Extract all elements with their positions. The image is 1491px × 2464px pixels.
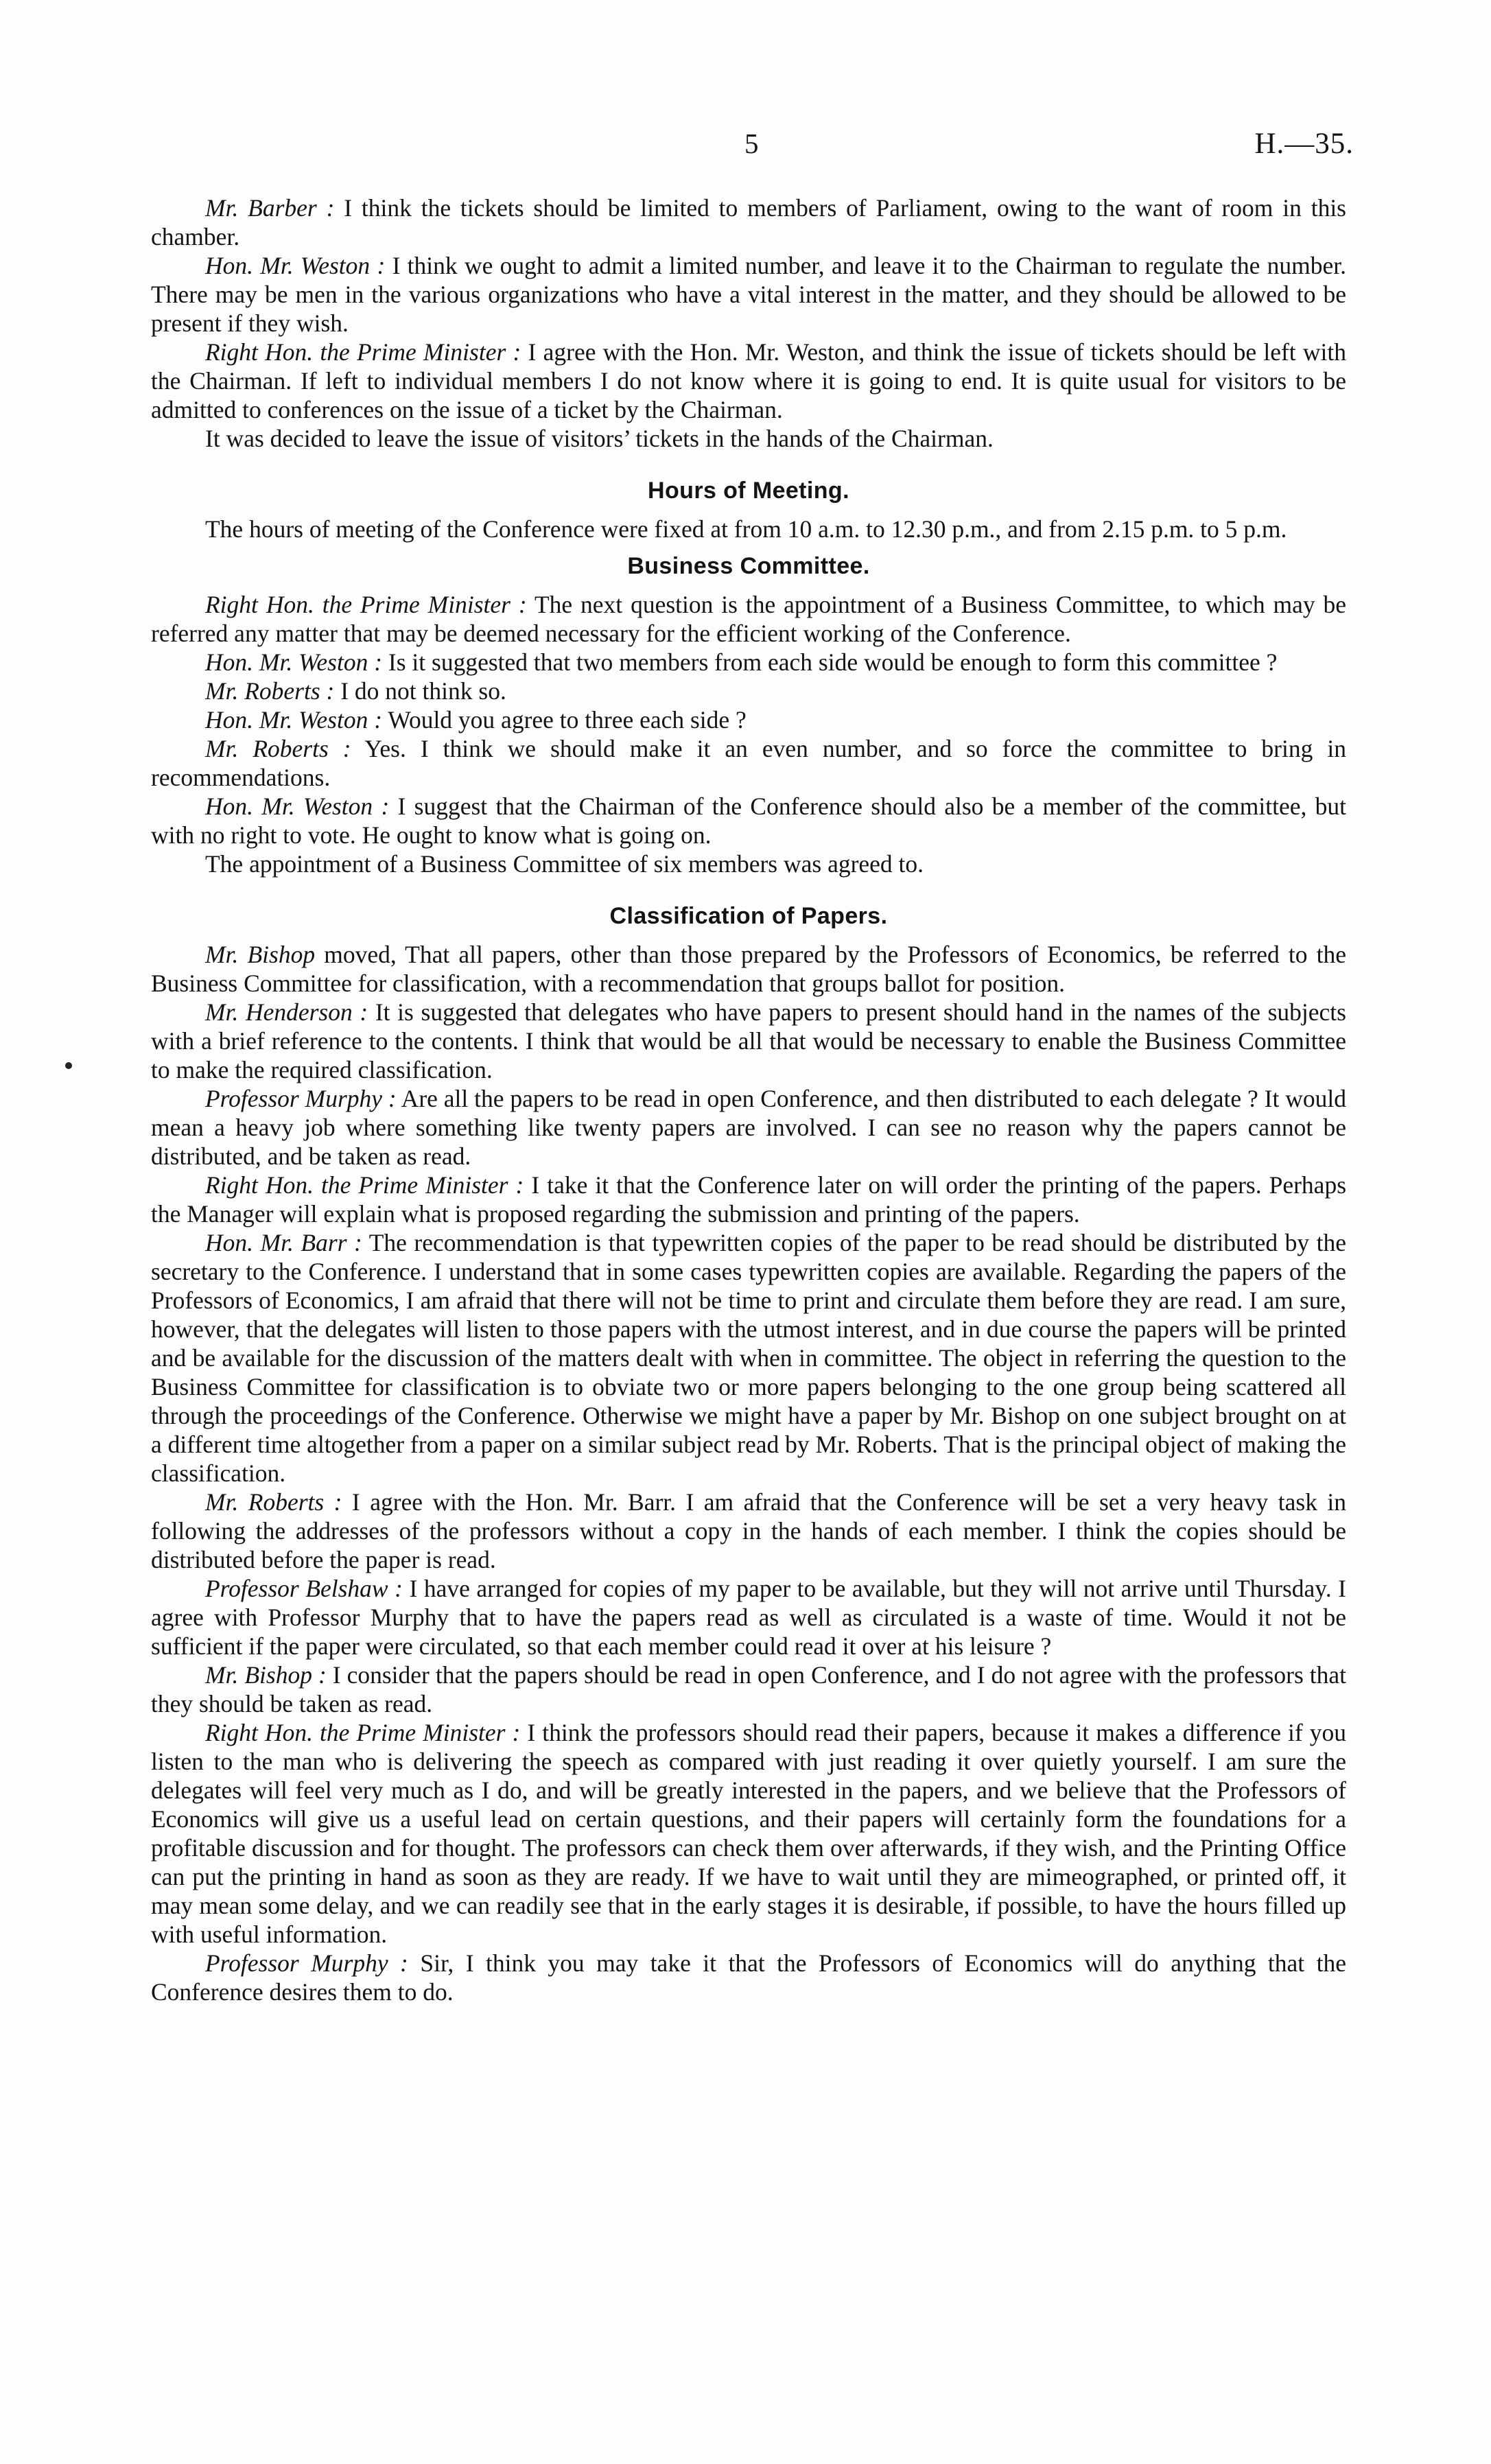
paragraph: [151, 1718, 1346, 1949]
paragraph: [151, 338, 1346, 424]
section-heading-hours: Hours of Meeting.: [648, 478, 849, 504]
resolution-text: The appointment of a Business Committee of six members was agreed to.: [205, 850, 924, 878]
speaker-name: Hon. Mr. Barr :: [205, 1229, 362, 1256]
speech-text: I agree with the Hon. Mr. Weston, and think the issue of tickets should be left with the Chairman. If left to individual members I do not know where it is going to end. It is quite usual for visitors to be admitted to conferences on the issue of a ticket by the Chairman.: [151, 338, 1346, 423]
speaker-name: Mr. Barber :: [205, 194, 335, 222]
paragraph: [151, 1949, 1346, 2006]
speaker-name: Hon. Mr. Weston :: [205, 252, 386, 279]
document-reference: H.—35.: [1254, 128, 1354, 160]
page-header: [0, 127, 1491, 168]
speech-text: I think we ought to admit a limited number, and leave it to the Chairman to regulate the number. There may be men in the various organizations who have a vital interest in the matter, and they should be allowed to be present if they wish.: [151, 252, 1346, 337]
speaker-name: Mr. Bishop: [205, 941, 316, 968]
paragraph: [151, 705, 1346, 734]
speaker-name: Right Hon. the Prime Minister :: [205, 591, 527, 618]
speech-text: Sir, I think you may take it that the Professors of Economics will do anything that the Conference desires them to do.: [151, 1949, 1346, 2006]
page-body: [151, 193, 1346, 2006]
paragraph: [151, 590, 1346, 648]
paragraph: [151, 940, 1346, 998]
speaker-name: Mr. Roberts :: [205, 1488, 342, 1516]
speech-text: I take it that the Conference later on will order the printing of the papers. Perhaps the Manager will explain what is proposed regarding the submission and printing of the papers.: [151, 1171, 1347, 1228]
section-heading-business-committee: Business Committee.: [627, 553, 870, 579]
paragraph: [151, 193, 1346, 251]
paragraph: [151, 1084, 1346, 1171]
speech-text: Yes. I think we should make it an even number, and so force the committee to bring in recommendations.: [151, 735, 1346, 791]
hours-text: The hours of meeting of the Conference were fixed at from 10 a.m. to 12.30 p.m., and from 2.15 p.m. to 5 p.m.: [205, 515, 1287, 543]
speech-text: moved, That all papers, other than those prepared by the Professors of Economics, be referred to the Business Committee for classification, with a recommendation that groups ballot for position.: [151, 941, 1346, 997]
paragraph: [151, 1228, 1346, 1488]
section-heading-classification: Classification of Papers.: [609, 903, 888, 929]
paragraph: [151, 734, 1346, 792]
speaker-name: Professor Murphy :: [205, 1085, 397, 1112]
resolution-text: It was decided to leave the issue of visitors’ tickets in the hands of the Chairman.: [205, 425, 994, 452]
speaker-name: Mr. Roberts :: [205, 677, 335, 705]
speaker-name: Hon. Mr. Weston :: [205, 706, 383, 734]
speaker-name: Professor Belshaw :: [205, 1575, 403, 1602]
resolution-paragraph: [151, 849, 1346, 878]
speaker-name: Right Hon. the Prime Minister :: [205, 1719, 521, 1746]
speech-text: I consider that the papers should be read in open Conference, and I do not agree with the professors that they should be taken as read.: [151, 1661, 1346, 1717]
speech-text: I think the professors should read their papers, because it makes a difference if you listen to the man who is delivering the speech as compared with just reading it over quietly yourself. I am sure the delegates will feel very much as I do, and will be greatly interested in the papers, and we believe that the Professors of Economics will give us a useful lead on certain questions, and their papers will certainly form the foundations for a profitable discussion and for thought. The professors can check them over afterwards, if they wish, and the Printing Office can put the printing in hand as soon as they are ready. If we have to wait until they are mimeographed, or printed off, it may mean some delay, and we can readily see that in the early stages it is desirable, if possible, to have the hours filled up with useful information.: [151, 1719, 1347, 1948]
speech-text: The next question is the appointment of a Business Committee, to which may be referred any matter that may be deemed necessary for the efficient working of the Conference.: [151, 591, 1346, 647]
speaker-name: Hon. Mr. Weston :: [205, 793, 390, 820]
paragraph: [151, 515, 1346, 543]
margin-mark: [65, 1062, 72, 1069]
paragraph: [151, 1171, 1346, 1228]
speaker-name: Professor Murphy :: [205, 1949, 408, 1977]
speech-text: I do not think so.: [334, 677, 506, 705]
speech-text: Would you agree to three each side ?: [382, 706, 747, 734]
speaker-name: Right Hon. the Prime Minister :: [205, 1171, 524, 1199]
paragraph: [151, 792, 1346, 849]
speech-text: The recommendation is that typewritten copies of the paper to be read should be distributed by the secretary to the Conference. I understand that in some cases typewritten copies are available. Regarding the papers of the Professors of Economics, I am afraid that there will not be time to print and circulate them before they are read. I am sure, however, that the delegates will listen to those papers with the utmost interest, and in due course the papers will be printed and be available for the discussion of the matters dealt with when in committee. The object in referring the question to the Business Committee for classification is to obviate two or more papers belonging to the one group being scattered all through the proceedings of the Conference. Otherwise we might have a paper by Mr. Bishop on one subject brought on at a different time altogether from a paper on a similar subject read by Mr. Roberts. That is the principal object of making the classification.: [151, 1229, 1346, 1487]
speaker-name: Mr. Roberts :: [205, 735, 351, 762]
paragraph: [151, 1488, 1346, 1574]
paragraph: [151, 1574, 1346, 1661]
speech-text: I suggest that the Chairman of the Conference should also be a member of the committee, but with no right to vote. He ought to know what is going on.: [151, 793, 1346, 849]
paragraph: [151, 998, 1346, 1084]
speech-text: I think the tickets should be limited to members of Parliament, owing to the want of room in this chamber.: [151, 194, 1346, 250]
paragraph: [151, 648, 1346, 677]
speaker-name: Right Hon. the Prime Minister :: [205, 338, 521, 366]
speech-text: Is it suggested that two members from each side would be enough to form this committee ?: [382, 648, 1278, 676]
speaker-name: Mr. Henderson :: [205, 998, 368, 1026]
paragraph: [151, 1661, 1346, 1718]
paragraph: [151, 251, 1346, 338]
speaker-name: Hon. Mr. Weston :: [205, 648, 383, 676]
speech-text: I have arranged for copies of my paper to be available, but they will not arrive until Thursday. I agree with Professor Murphy that to have the papers read as well as circulated is a waste of time. Would it not be sufficient if the paper were circulated, so that each member could read it over at his leisure ?: [151, 1575, 1346, 1660]
speaker-name: Mr. Bishop :: [205, 1661, 327, 1689]
speech-text: Are all the papers to be read in open Conference, and then distributed to each delegate ? It would mean a heavy job where something like twenty papers are involved. I can see no reason why the papers cannot be distributed, and be taken as read.: [151, 1085, 1346, 1170]
speech-text: It is suggested that delegates who have papers to present should hand in the names of the subjects with a brief reference to the contents. I think that would be all that would be necessary to enable the Business Committee to make the required classification.: [151, 998, 1346, 1083]
page-number: 5: [744, 128, 759, 159]
resolution-paragraph: [151, 424, 1346, 453]
speech-text: I agree with the Hon. Mr. Barr. I am afraid that the Conference will be set a very heavy task in following the addresses of the professors without a copy in the hands of each member. I think the copies should be distributed before the paper is read.: [151, 1488, 1346, 1573]
paragraph: [151, 677, 1346, 705]
